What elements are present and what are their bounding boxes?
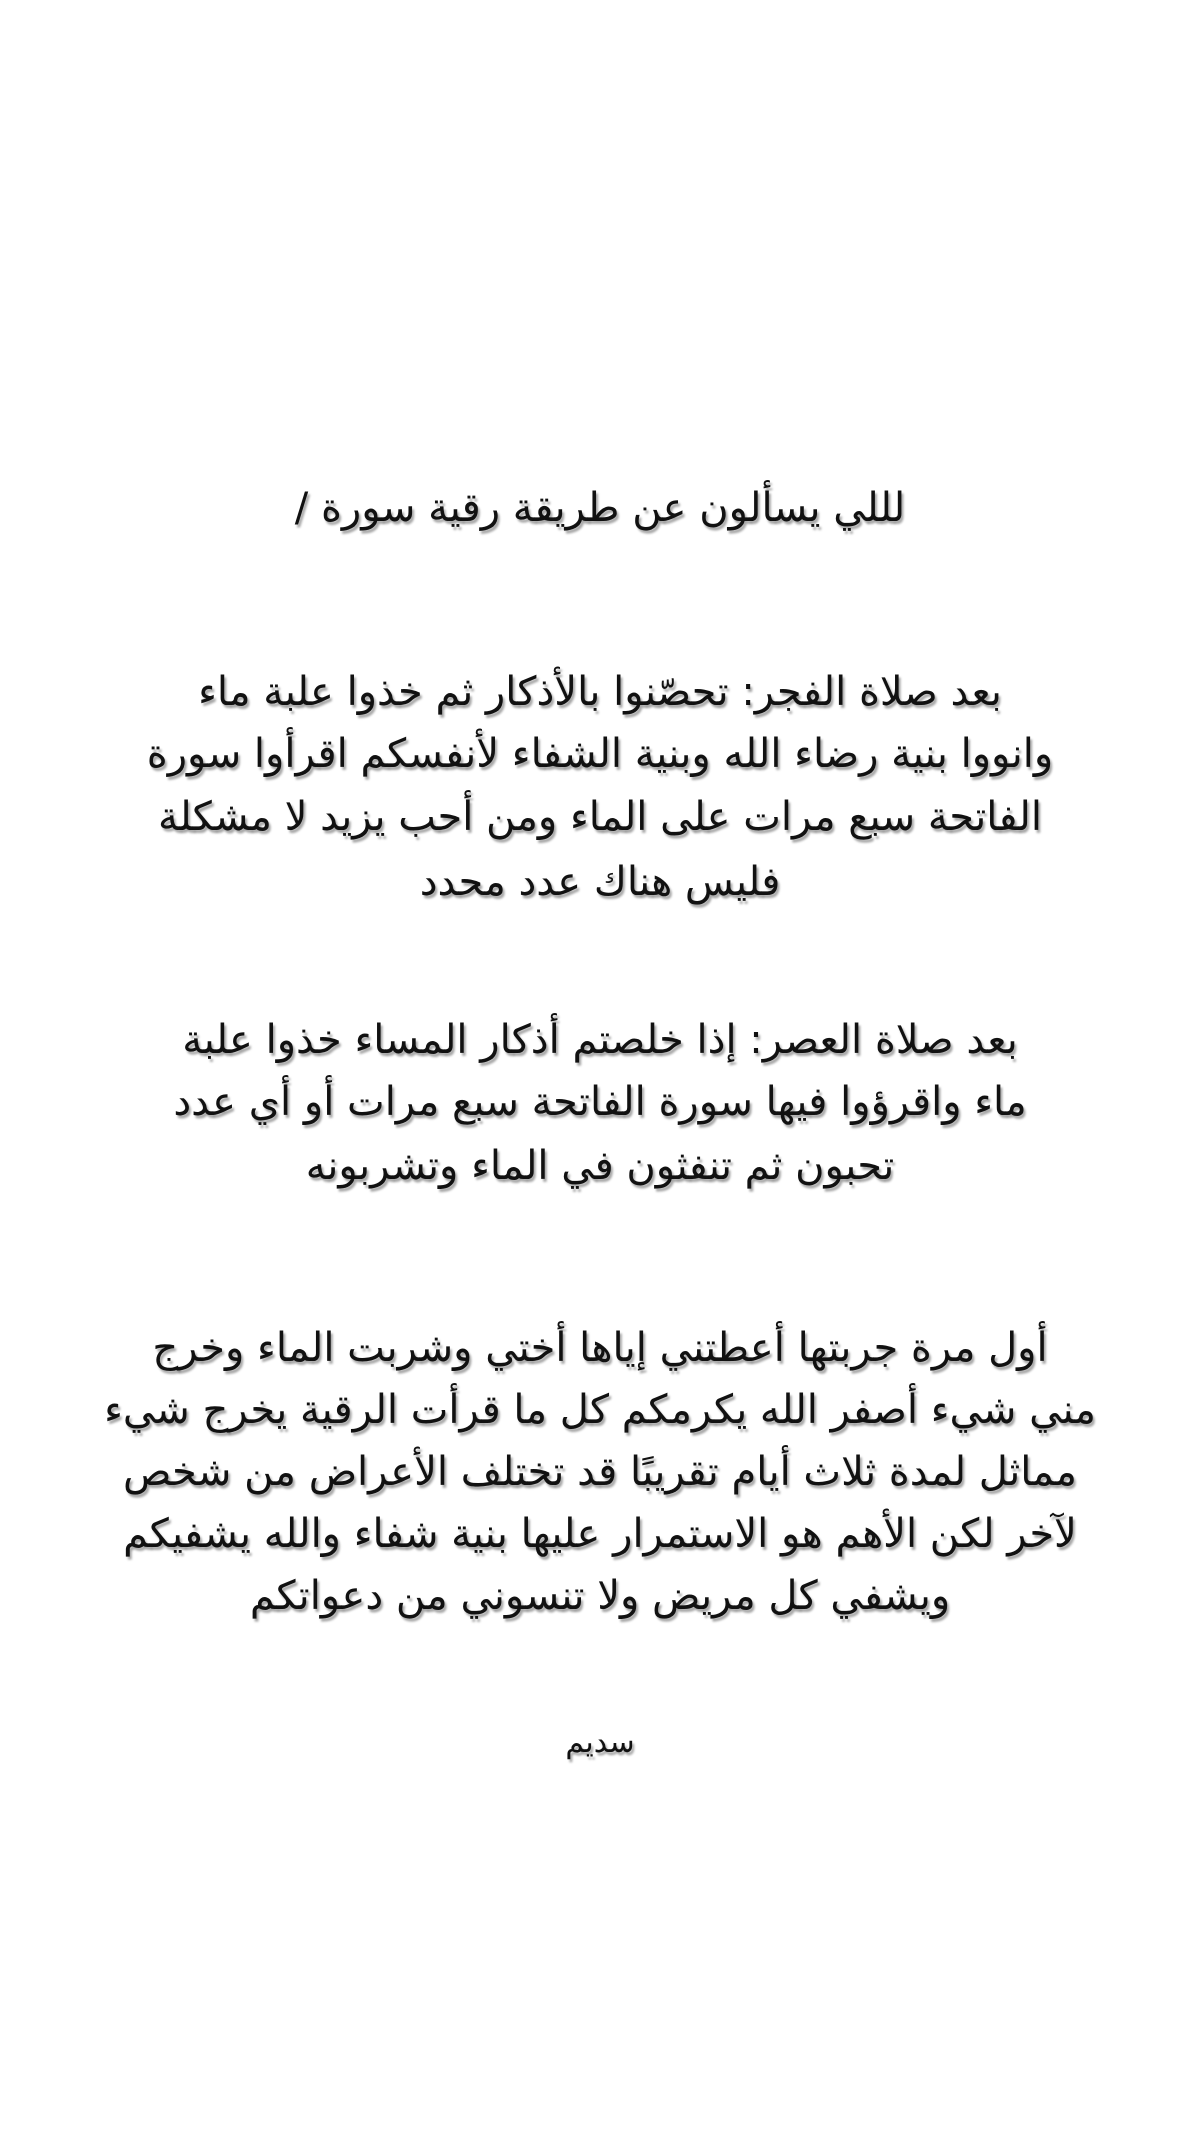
text-line: لآخر لكن الأهم هو الاستمرار عليها بنية شفاء والله يشفيكم [123, 1511, 1077, 1557]
text-line: فليس هناك عدد محدد [419, 859, 781, 905]
text-line: ويشفي كل مريض ولا تنسوني من دعواتكم [249, 1573, 951, 1619]
text-line: وانووا بنية رضاء الله وبنية الشفاء لأنفسكم اقرأوا سورة [146, 731, 1054, 777]
text-line: بعد صلاة الفجر: تحصّنوا بالأذكار ثم خذوا علبة ماء [198, 669, 1002, 715]
text-line: أول مرة جربتها أعطتني إياها أختي وشربت الماء وخرج [152, 1325, 1048, 1371]
text-line: مماثل لمدة ثلاث أيام تقريبًا قد تختلف الأعراض من شخص [123, 1449, 1077, 1495]
text-line: مني شيء أصفر الله يكرمكم كل ما قرأت الرقية يخرج شيء [104, 1387, 1096, 1433]
text-line: ماء واقرؤوا فيها سورة الفاتحة سبع مرات أو أي عدد [173, 1079, 1027, 1125]
signature: سديم [565, 1725, 635, 1760]
text-line: تحبون ثم تنفثون في الماء وتشربونه [305, 1143, 895, 1189]
title: لللي يسألون عن طريقة رقية سورة / [294, 485, 906, 531]
text-line: الفاتحة سبع مرات على الماء ومن أحب يزيد لا مشكلة [158, 794, 1042, 840]
text-line: بعد صلاة العصر: إذا خلصتم أذكار المساء خذوا علبة [182, 1017, 1018, 1063]
